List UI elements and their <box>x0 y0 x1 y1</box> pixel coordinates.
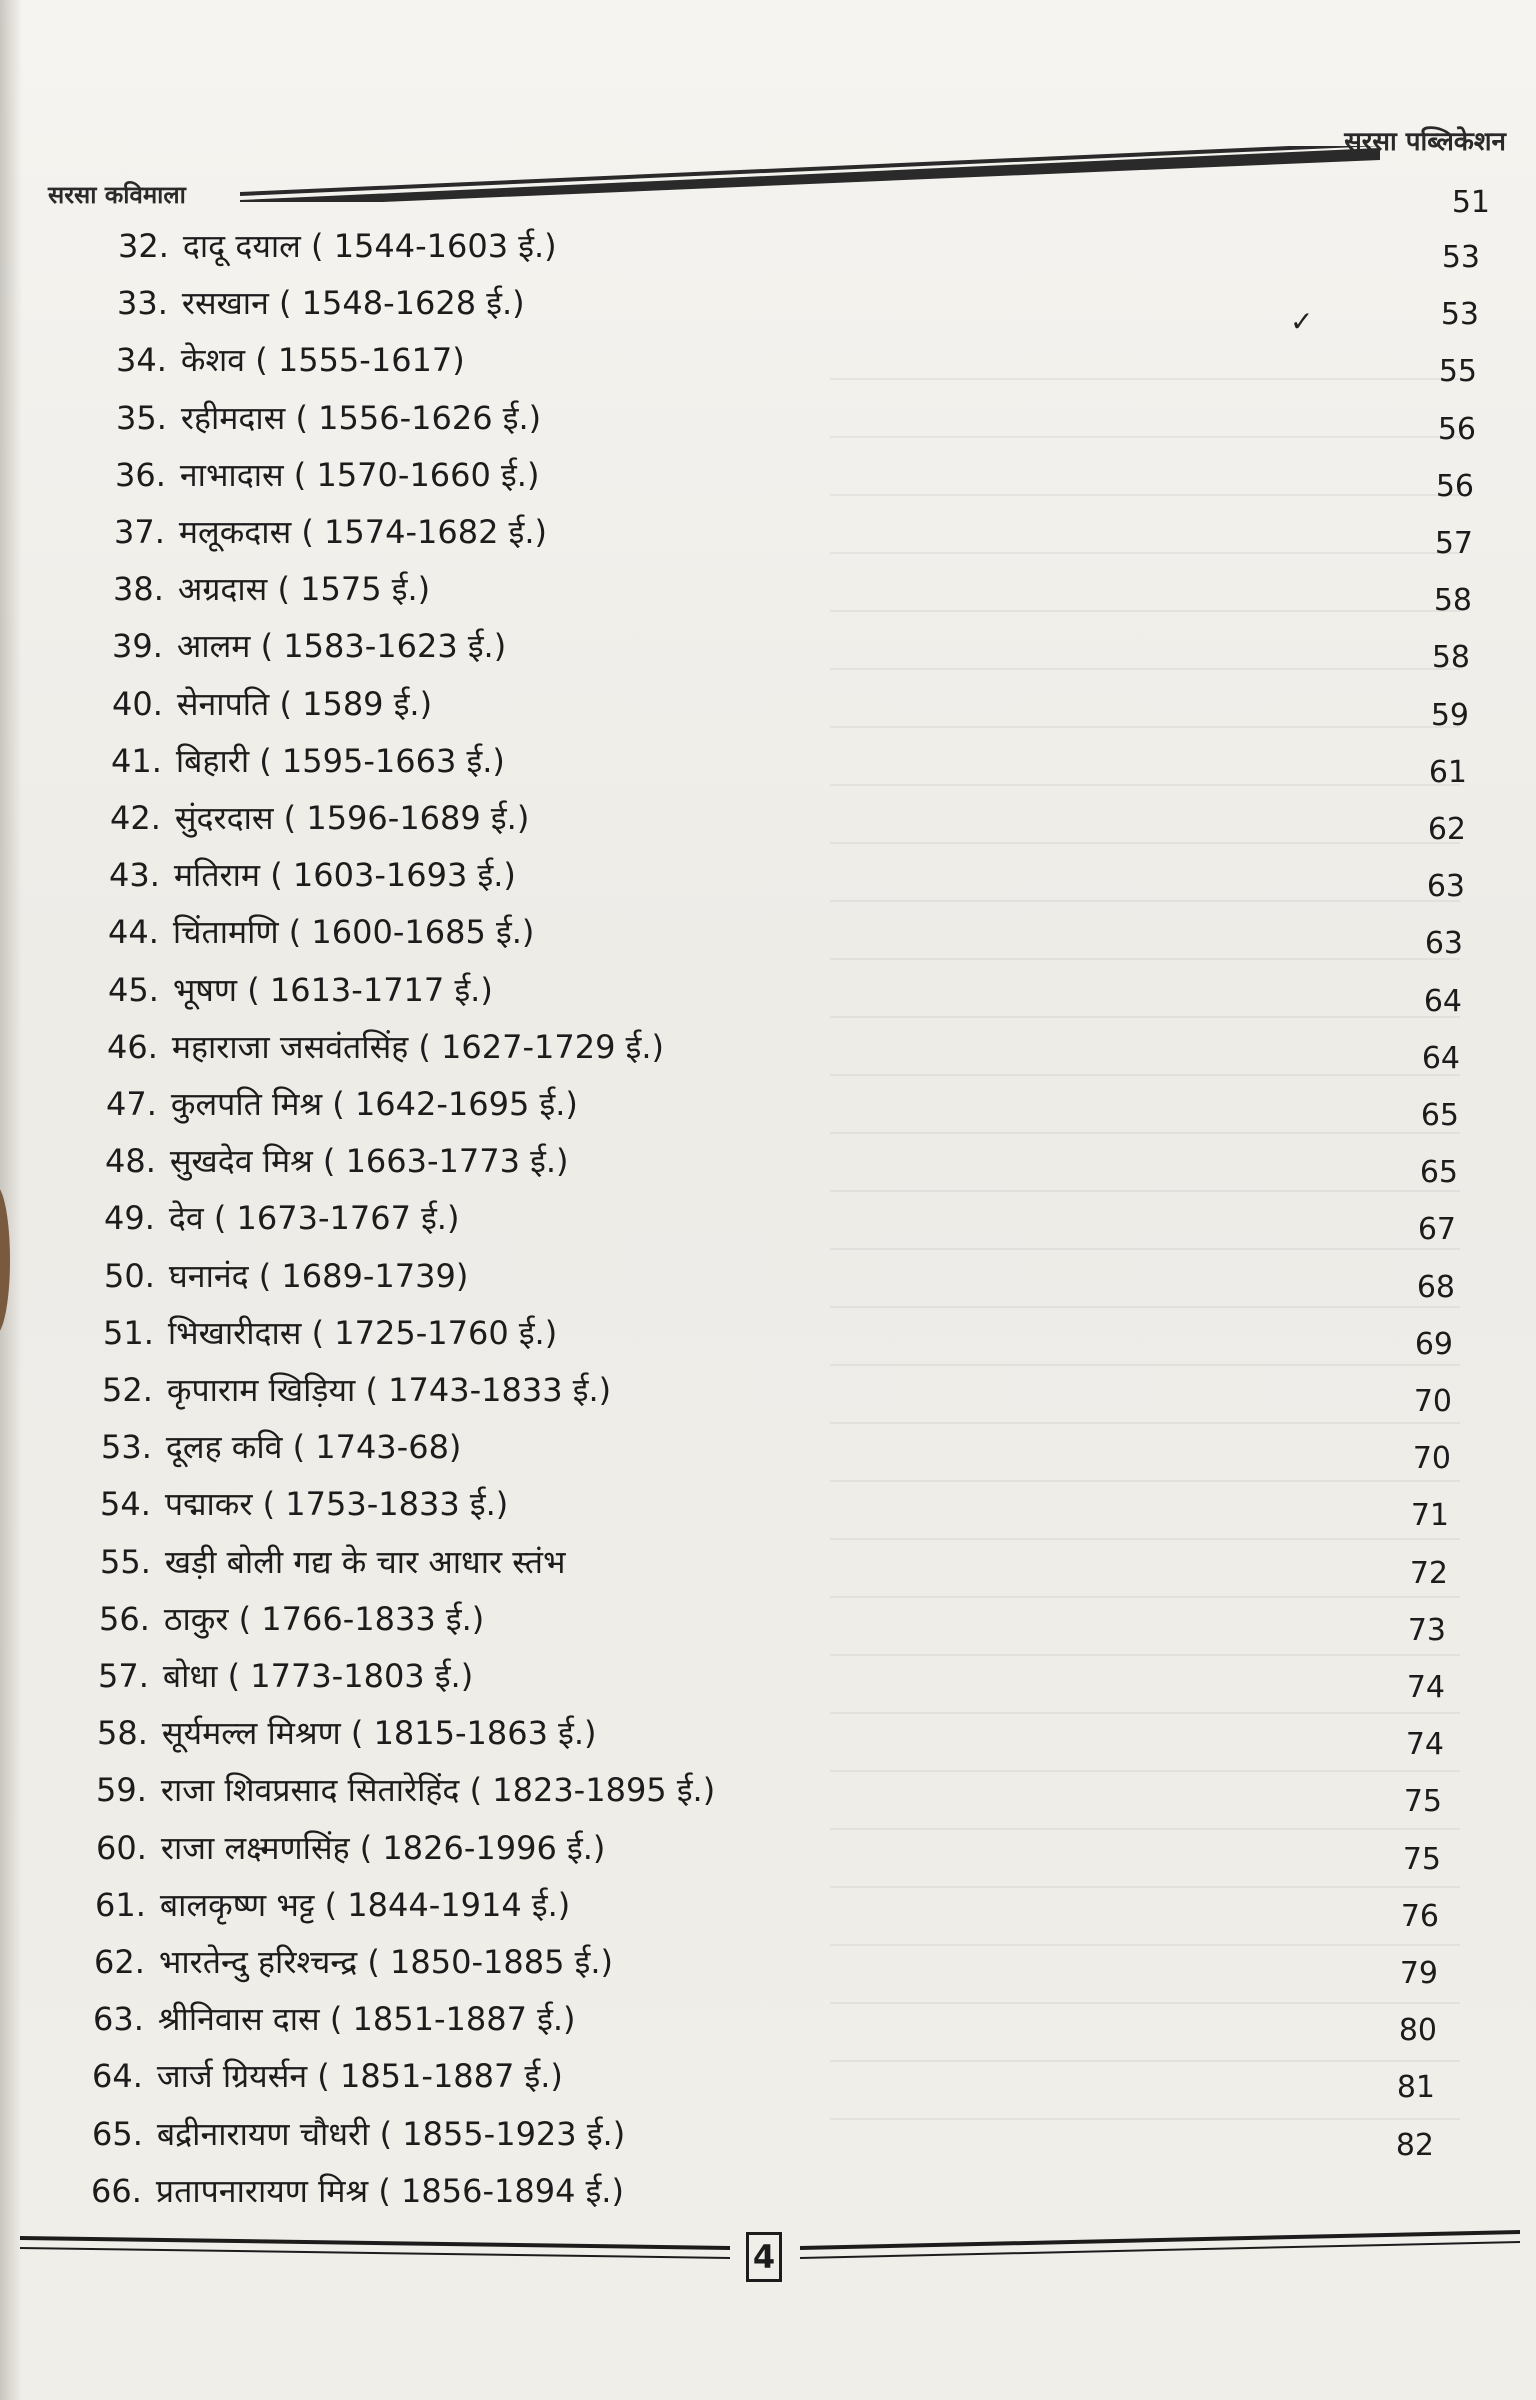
toc-page-number: 79 <box>1399 1956 1438 1991</box>
toc-entry-title: प्रतापनारायण मिश्र ( 1856-1894 ई.) <box>155 2171 624 2210</box>
toc-page-number: 70 <box>1412 1441 1451 1477</box>
toc-entry <box>101 1419 461 1475</box>
toc-entry-title: सुखदेव मिश्र ( 1663-1773 ई.) <box>169 1142 569 1181</box>
toc-entry <box>110 790 529 846</box>
toc-entry-number: 43. <box>109 856 160 895</box>
toc-entry-title: राजा लक्ष्मणसिंह ( 1826-1996 ई.) <box>160 1828 606 1867</box>
toc-page-number: 81 <box>1396 2070 1435 2106</box>
toc-entry-number: 37. <box>114 513 165 551</box>
toc-entry-number: 58. <box>97 1714 148 1753</box>
toc-entry-number: 45. <box>108 970 159 1009</box>
toc-page-number: 58 <box>1431 640 1470 676</box>
toc-entry-title: खड़ी बोली गद्य के चार आधार स्तंभ <box>164 1542 566 1581</box>
toc-entry <box>109 847 516 903</box>
toc-page-number: 68 <box>1416 1269 1455 1305</box>
toc-entry-number: 49. <box>104 1199 155 1238</box>
toc-entry <box>97 1705 597 1761</box>
toc-entry <box>112 618 506 674</box>
toc-entry-title: भारतेन्दु हरिश्चन्द्र ( 1850-1885 ई.) <box>158 1943 614 1981</box>
toc-entry <box>92 2106 625 2162</box>
toc-page-number: 73 <box>1407 1612 1446 1648</box>
toc-entry-number: 55. <box>100 1542 151 1581</box>
toc-page-number: 75 <box>1403 1784 1442 1820</box>
toc-entry-title: घनानंद ( 1689-1739) <box>168 1256 469 1295</box>
toc-entry <box>93 1991 575 2047</box>
toc-page-number: 57 <box>1434 526 1473 561</box>
toc-entry-number: 44. <box>108 913 159 952</box>
toc-entry-number: 62. <box>94 1943 145 1981</box>
toc-entry-number: 46. <box>107 1027 158 1066</box>
toc-page-number: 70 <box>1413 1384 1452 1419</box>
toc-entry <box>102 1362 611 1418</box>
toc-page-number: 82 <box>1395 2127 1434 2163</box>
toc-entry-title: बिहारी ( 1595-1663 ई.) <box>175 741 505 780</box>
footer-page-number: 4 <box>746 2232 782 2282</box>
toc-entry-number: 64. <box>92 2057 143 2096</box>
toc-entry <box>116 390 541 446</box>
toc-entry <box>100 1534 565 1590</box>
toc-page-number: 63 <box>1426 869 1465 905</box>
toc-entry-title: देव ( 1673-1767 ई.) <box>168 1199 460 1238</box>
toc-entry-number: 60. <box>96 1828 147 1867</box>
toc-entry <box>113 561 430 617</box>
toc-entry <box>104 1190 459 1246</box>
toc-entry <box>103 1305 557 1361</box>
toc-entry-number: 41. <box>111 741 162 780</box>
toc-page-number: 71 <box>1410 1498 1449 1534</box>
toc-page-number: 64 <box>1421 1040 1460 1076</box>
toc-entry <box>116 332 465 388</box>
toc-entry <box>108 962 493 1018</box>
toc-page-number: 56 <box>1437 411 1476 447</box>
toc-entry-number: 34. <box>116 341 167 380</box>
toc-entry-number: 33. <box>117 284 168 323</box>
toc-entry-title: सुंदरदास ( 1596-1689 ई.) <box>174 799 530 837</box>
toc-page-number: 65 <box>1420 1098 1459 1133</box>
toc-page-number: 69 <box>1414 1326 1453 1362</box>
toc-entry-number: 50. <box>104 1256 155 1295</box>
toc-entry <box>96 1762 715 1818</box>
toc-entry <box>106 1076 578 1132</box>
toc-entry-title: नाभादास ( 1570-1660 ई.) <box>179 455 540 494</box>
toc-entry-number: 42. <box>110 799 161 837</box>
toc-entry-number: 63. <box>93 2000 144 2039</box>
toc-page-number: 75 <box>1402 1841 1441 1877</box>
toc-page-number: 80 <box>1398 2013 1437 2049</box>
toc-page-number: 65 <box>1419 1155 1458 1191</box>
toc-entry-title: भिखारीदास ( 1725-1760 ई.) <box>167 1313 558 1352</box>
toc-entry-number: 38. <box>113 570 164 609</box>
toc-entry-title: रहीमदास ( 1556-1626 ई.) <box>180 398 542 437</box>
toc-entry-number: 53. <box>101 1428 152 1467</box>
toc-entry-title: केशव ( 1555-1617) <box>180 341 465 380</box>
toc-entry-number: 66. <box>91 2171 142 2210</box>
toc-entry <box>118 218 557 274</box>
toc-entry-title: जार्ज ग्रियर्सन ( 1851-1887 ई.) <box>156 2057 563 2096</box>
toc-page-number: 53 <box>1440 297 1479 333</box>
toc-entry-title: आलम ( 1583-1623 ई.) <box>176 627 507 666</box>
toc-page-number: 76 <box>1400 1898 1439 1934</box>
toc-entry-title: राजा शिवप्रसाद सितारेहिंद ( 1823-1895 ई.) <box>160 1771 716 1810</box>
toc-entry <box>112 676 432 732</box>
toc-page-number: 74 <box>1405 1727 1444 1763</box>
header-book-title: सरसा कविमाला <box>48 181 186 209</box>
toc-entry <box>100 1476 508 1532</box>
toc-page-number: 64 <box>1423 983 1462 1019</box>
toc-entry-title: दादू दयाल ( 1544-1603 ई.) <box>182 227 557 265</box>
header-publisher: सरसा पब्लिकेशन <box>1344 127 1506 157</box>
toc-entry-title: चिंतामणि ( 1600-1685 ई.) <box>172 913 535 952</box>
toc-entry-number: 56. <box>99 1599 150 1638</box>
toc-page-number: 53 <box>1441 240 1480 275</box>
toc-page-number: 56 <box>1435 468 1474 504</box>
toc-entry <box>92 2048 563 2104</box>
toc-page-number-top: 51 <box>1451 185 1490 220</box>
toc-entry-number: 40. <box>112 684 163 723</box>
toc-entry-title: रसखान ( 1548-1628 ई.) <box>181 284 525 323</box>
toc-entry-number: 65. <box>92 2114 143 2153</box>
toc-entry-number: 51. <box>103 1313 154 1352</box>
toc-entry-number: 59. <box>96 1771 147 1810</box>
toc-entry-title: बालकृष्ण भट्ट ( 1844-1914 ई.) <box>159 1885 571 1924</box>
toc-entry-number: 57. <box>98 1657 149 1695</box>
toc-page-number: 61 <box>1428 754 1467 790</box>
toc-entry-number: 48. <box>105 1142 156 1181</box>
toc-entry-number: 47. <box>106 1085 157 1123</box>
toc-entry-number: 39. <box>112 627 163 666</box>
toc-entry <box>95 1877 570 1933</box>
toc-entry <box>99 1591 484 1647</box>
toc-entry <box>104 1248 468 1304</box>
toc-entry-title: सेनापति ( 1589 ई.) <box>176 684 433 723</box>
toc-page-number: 74 <box>1406 1670 1445 1705</box>
toc-entry-number: 35. <box>116 398 167 437</box>
toc-entry-number: 52. <box>102 1371 153 1409</box>
toc-page-number: 63 <box>1424 926 1463 962</box>
toc-entry-number: 32. <box>118 227 169 265</box>
toc-entry <box>114 504 547 560</box>
toc-page-number: 55 <box>1438 354 1477 390</box>
toc-entry-number: 54. <box>100 1485 151 1524</box>
toc-entry-title: भूषण ( 1613-1717 ई.) <box>172 970 493 1009</box>
toc-entry-title: अग्रदास ( 1575 ई.) <box>177 570 431 609</box>
toc-entry-title: बद्रीनारायण चौधरी ( 1855-1923 ई.) <box>156 2114 626 2153</box>
toc-entry-title: पद्माकर ( 1753-1833 ई.) <box>164 1485 509 1524</box>
toc-entry-number: 61. <box>95 1885 146 1924</box>
toc-entry <box>105 1133 569 1189</box>
toc-entry <box>117 275 525 331</box>
toc-entry <box>94 1934 613 1990</box>
toc-entry-title: ठाकुर ( 1766-1833 ई.) <box>163 1599 485 1638</box>
toc-entry-number: 36. <box>115 455 166 494</box>
toc-page-number: 72 <box>1409 1555 1448 1591</box>
toc-entry-title: श्रीनिवास दास ( 1851-1887 ई.) <box>157 2000 576 2039</box>
toc-entry-title: मतिराम ( 1603-1693 ई.) <box>173 856 516 895</box>
toc-entry-title: सूर्यमल्ल मिश्रण ( 1815-1863 ई.) <box>161 1714 597 1753</box>
toc-entry-title: कृपाराम खिड़िया ( 1743-1833 ई.) <box>166 1371 612 1409</box>
toc-entry <box>98 1648 473 1704</box>
toc-entry <box>96 1820 605 1876</box>
toc-page-number: 58 <box>1433 583 1472 619</box>
toc-entry-title: दूलह कवि ( 1743-68) <box>165 1428 462 1467</box>
toc-entry <box>111 733 505 789</box>
toc-entry-title: बोधा ( 1773-1803 ई.) <box>162 1657 474 1695</box>
toc-entry-title: मलूकदास ( 1574-1682 ई.) <box>178 513 548 551</box>
toc-entry-title: महाराजा जसवंतसिंह ( 1627-1729 ई.) <box>171 1027 664 1066</box>
pen-mark: ✓ <box>1290 305 1314 338</box>
toc-page-number: 59 <box>1430 697 1469 733</box>
toc-entry <box>107 1019 664 1075</box>
toc-entry <box>108 904 534 960</box>
toc-entry-title: कुलपति मिश्र ( 1642-1695 ई.) <box>170 1085 578 1123</box>
toc-page-number: 62 <box>1427 812 1466 847</box>
toc-entry <box>115 447 539 503</box>
toc-page-number: 67 <box>1417 1212 1456 1248</box>
